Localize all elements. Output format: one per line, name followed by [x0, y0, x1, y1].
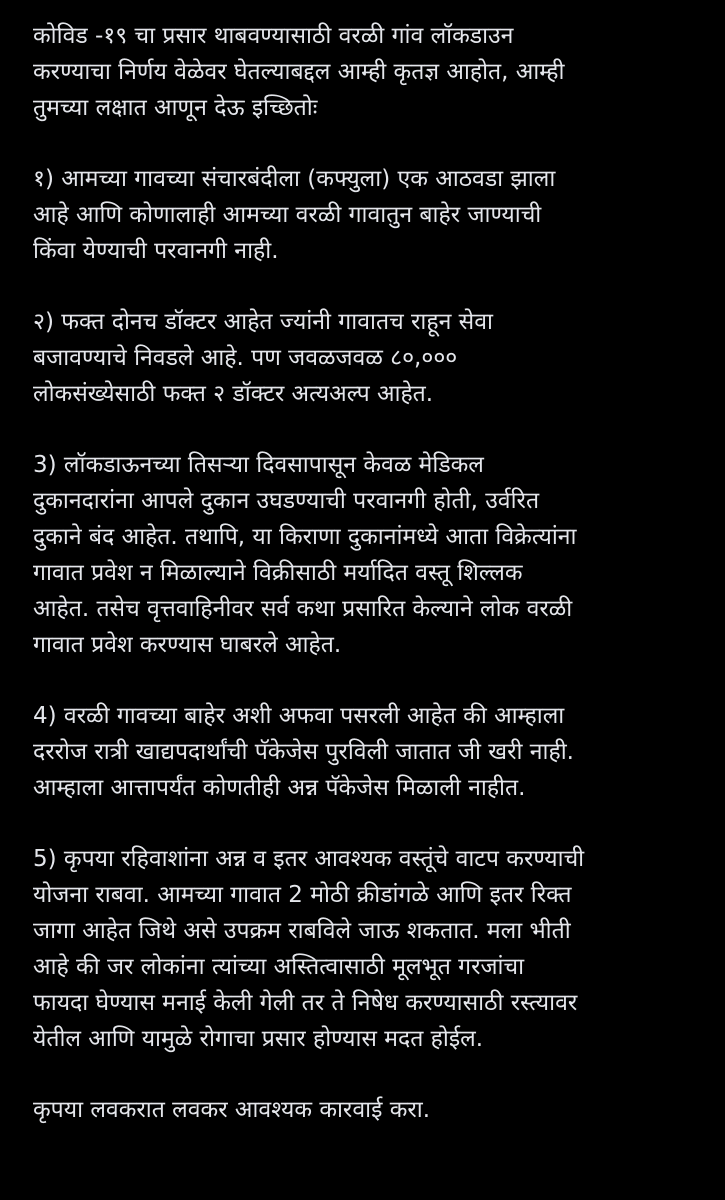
post-paragraph-point-1: १) आमच्या गावच्या संचारबंदीला (कफ्युला) एक आठवडा झाला आहे आणि कोणालाही आमच्या वरळी गावातुन बाहेर जाण्याची किंवा येण्याची परवानगी नाही. — [33, 166, 556, 264]
post-paragraph-closing: कृपया लवकरात लवकर आवश्यक कारवाई करा. — [33, 1097, 431, 1123]
paragraph-spacer — [33, 1057, 705, 1092]
post-paragraph-point-3: 3) लॉकडाऊनच्या तिसऱ्या दिवसापासून केवळ मेडिकल दुकानदारांना आपले दुकान उघडण्याची परवानगी होती, उर्वरित दुकाने बंद आहेत. तथापि, या किराणा दुकानांमध्ये आता विक्रेत्यांना गावात प्रवेश न मिळाल्याने विक्रीसाठी मर्यादित वस्तू शिल्लक आहेत. तसेच वृत्तवाहिनीवर सर्व कथा प्रसारित केल्याने लोक वरळी गावात प्रवेश करण्यास घाबरले आहेत. — [33, 452, 577, 658]
paragraph-spacer — [33, 663, 705, 698]
post-paragraph-point-5: 5) कृपया रहिवाशांना अन्न व इतर आवश्यक वस्तूंचे वाटप करण्याची योजना राबवा. आमच्या गावात 2 मोठी क्रीडांगळे आणि इतर रिक्त जागा आहेत जिथे असे उपक्रम राबविले जाऊ शकतात. मला भीती आहे की जर लोकांना त्यांच्या अस्तित्वासाठी मूलभूत गरजांचा फायदा घेण्यास मनाई केली गेली तर ते निषेध करण्यासाठी रस्त्यावर येतील आणि यामुळे रोगाचा प्रसार होण्यास मदत होईल. — [33, 846, 585, 1052]
post-paragraph-intro: कोविड -१९ चा प्रसार थाबवण्यासाठी वरळी गांव लॉकडाउन करण्याचा निर्णय वेळेवर घेतल्याबद्दल आम्ही कृतज्ञ आहोत, आम्ही तुमच्या लक्षात आणून देऊ इच्छितोः — [33, 23, 565, 121]
paragraph-spacer — [33, 412, 705, 447]
paragraph-spacer — [33, 126, 705, 161]
paragraph-spacer — [33, 269, 705, 304]
post-paragraph-point-4: 4) वरळी गावच्या बाहेर अशी अफवा पसरली आहेत की आम्हाला दररोज रात्री खाद्यपदार्थांची पॅकेजेस पुरविली जातात जी खरी नाही. आम्हाला आत्तापर्यंत कोणतीही अन्न पॅकेजेस मिळाली नाहीत. — [33, 703, 574, 801]
post-paragraph-point-2: २) फक्त दोनच डॉक्टर आहेत ज्यांनी गावातच राहून सेवा बजावण्याचे निवडले आहे. पण जवळजवळ ८०,००० लोकसंख्येसाठी फक्त २ डॉक्टर अत्यअल्प आहेत. — [33, 309, 493, 407]
paragraph-spacer — [33, 806, 705, 841]
